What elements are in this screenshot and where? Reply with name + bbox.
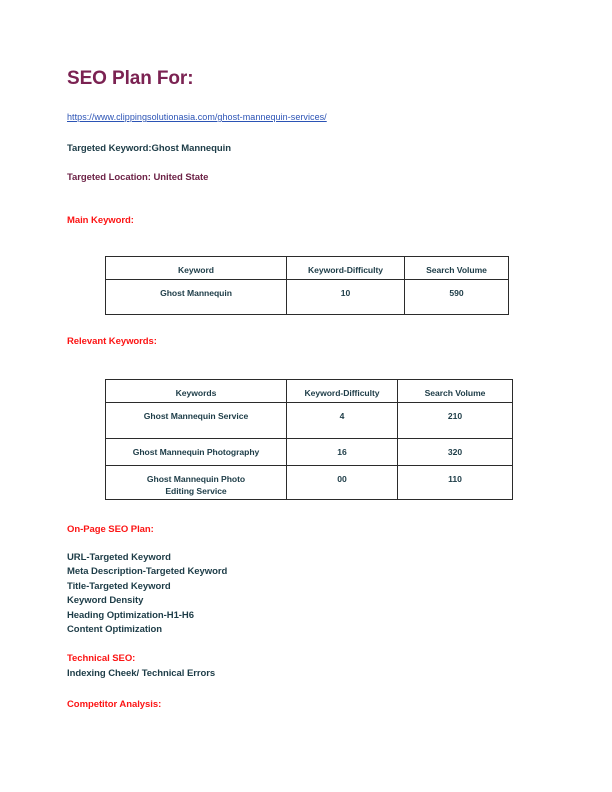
cell-difficulty: 16 bbox=[287, 439, 398, 466]
cell-volume: 590 bbox=[405, 280, 509, 315]
relevant-keywords-table bbox=[105, 379, 513, 500]
relevant-keywords-heading: Relevant Keywords: bbox=[67, 336, 157, 347]
list-item: Keyword Density bbox=[67, 595, 144, 607]
cell-volume: 210 bbox=[398, 403, 513, 439]
targeted-keyword-line: Targeted Keyword:Ghost Mannequin bbox=[67, 143, 231, 154]
list-item: Heading Optimization-H1-H6 bbox=[67, 609, 194, 621]
cell-difficulty: 00 bbox=[287, 466, 398, 500]
column-header-difficulty: Keyword-Difficulty bbox=[287, 380, 398, 403]
cell-keyword: Ghost Mannequin Photography bbox=[106, 439, 287, 466]
table-row bbox=[106, 466, 513, 500]
table-row bbox=[106, 439, 513, 466]
list-item: Content Optimization bbox=[67, 624, 163, 636]
onpage-seo-plan-list bbox=[67, 551, 227, 637]
cell-difficulty: 10 bbox=[287, 280, 405, 315]
column-header-keywords: Keywords bbox=[106, 380, 287, 403]
technical-seo-item: Indexing Cheek/ Technical Errors bbox=[67, 668, 216, 679]
list-item: Title-Targeted Keyword bbox=[67, 580, 171, 592]
competitor-analysis-heading: Competitor Analysis: bbox=[67, 699, 162, 710]
page-title: SEO Plan For: bbox=[67, 68, 194, 89]
onpage-seo-plan-heading: On-Page SEO Plan: bbox=[67, 524, 154, 535]
cell-keyword: Ghost Mannequin Photo Editing Service bbox=[106, 466, 287, 500]
list-item: URL-Targeted Keyword bbox=[67, 552, 171, 563]
cell-difficulty: 4 bbox=[287, 403, 398, 439]
cell-keyword: Ghost Mannequin Service bbox=[106, 403, 287, 439]
target-url-link[interactable]: https://www.clippingsolutionasia.com/ghost-mannequin-services/ bbox=[67, 112, 327, 122]
table-header-row bbox=[106, 257, 509, 280]
column-header-volume: Search Volume bbox=[398, 380, 513, 403]
cell-keyword: Ghost Mannequin bbox=[106, 280, 287, 315]
column-header-keyword: Keyword bbox=[106, 257, 287, 280]
list-item: Meta Description-Targeted Keyword bbox=[67, 566, 228, 578]
column-header-difficulty: Keyword-Difficulty bbox=[287, 257, 405, 280]
technical-seo-heading: Technical SEO: bbox=[67, 653, 136, 664]
main-keyword-heading: Main Keyword: bbox=[67, 215, 134, 226]
column-header-volume: Search Volume bbox=[405, 257, 509, 280]
table-header-row bbox=[106, 380, 513, 403]
cell-volume: 110 bbox=[398, 466, 513, 500]
table-row bbox=[106, 403, 513, 439]
targeted-location-line: Targeted Location: United State bbox=[67, 172, 209, 183]
main-keyword-table bbox=[105, 256, 509, 315]
cell-volume: 320 bbox=[398, 439, 513, 466]
table-row bbox=[106, 280, 509, 315]
